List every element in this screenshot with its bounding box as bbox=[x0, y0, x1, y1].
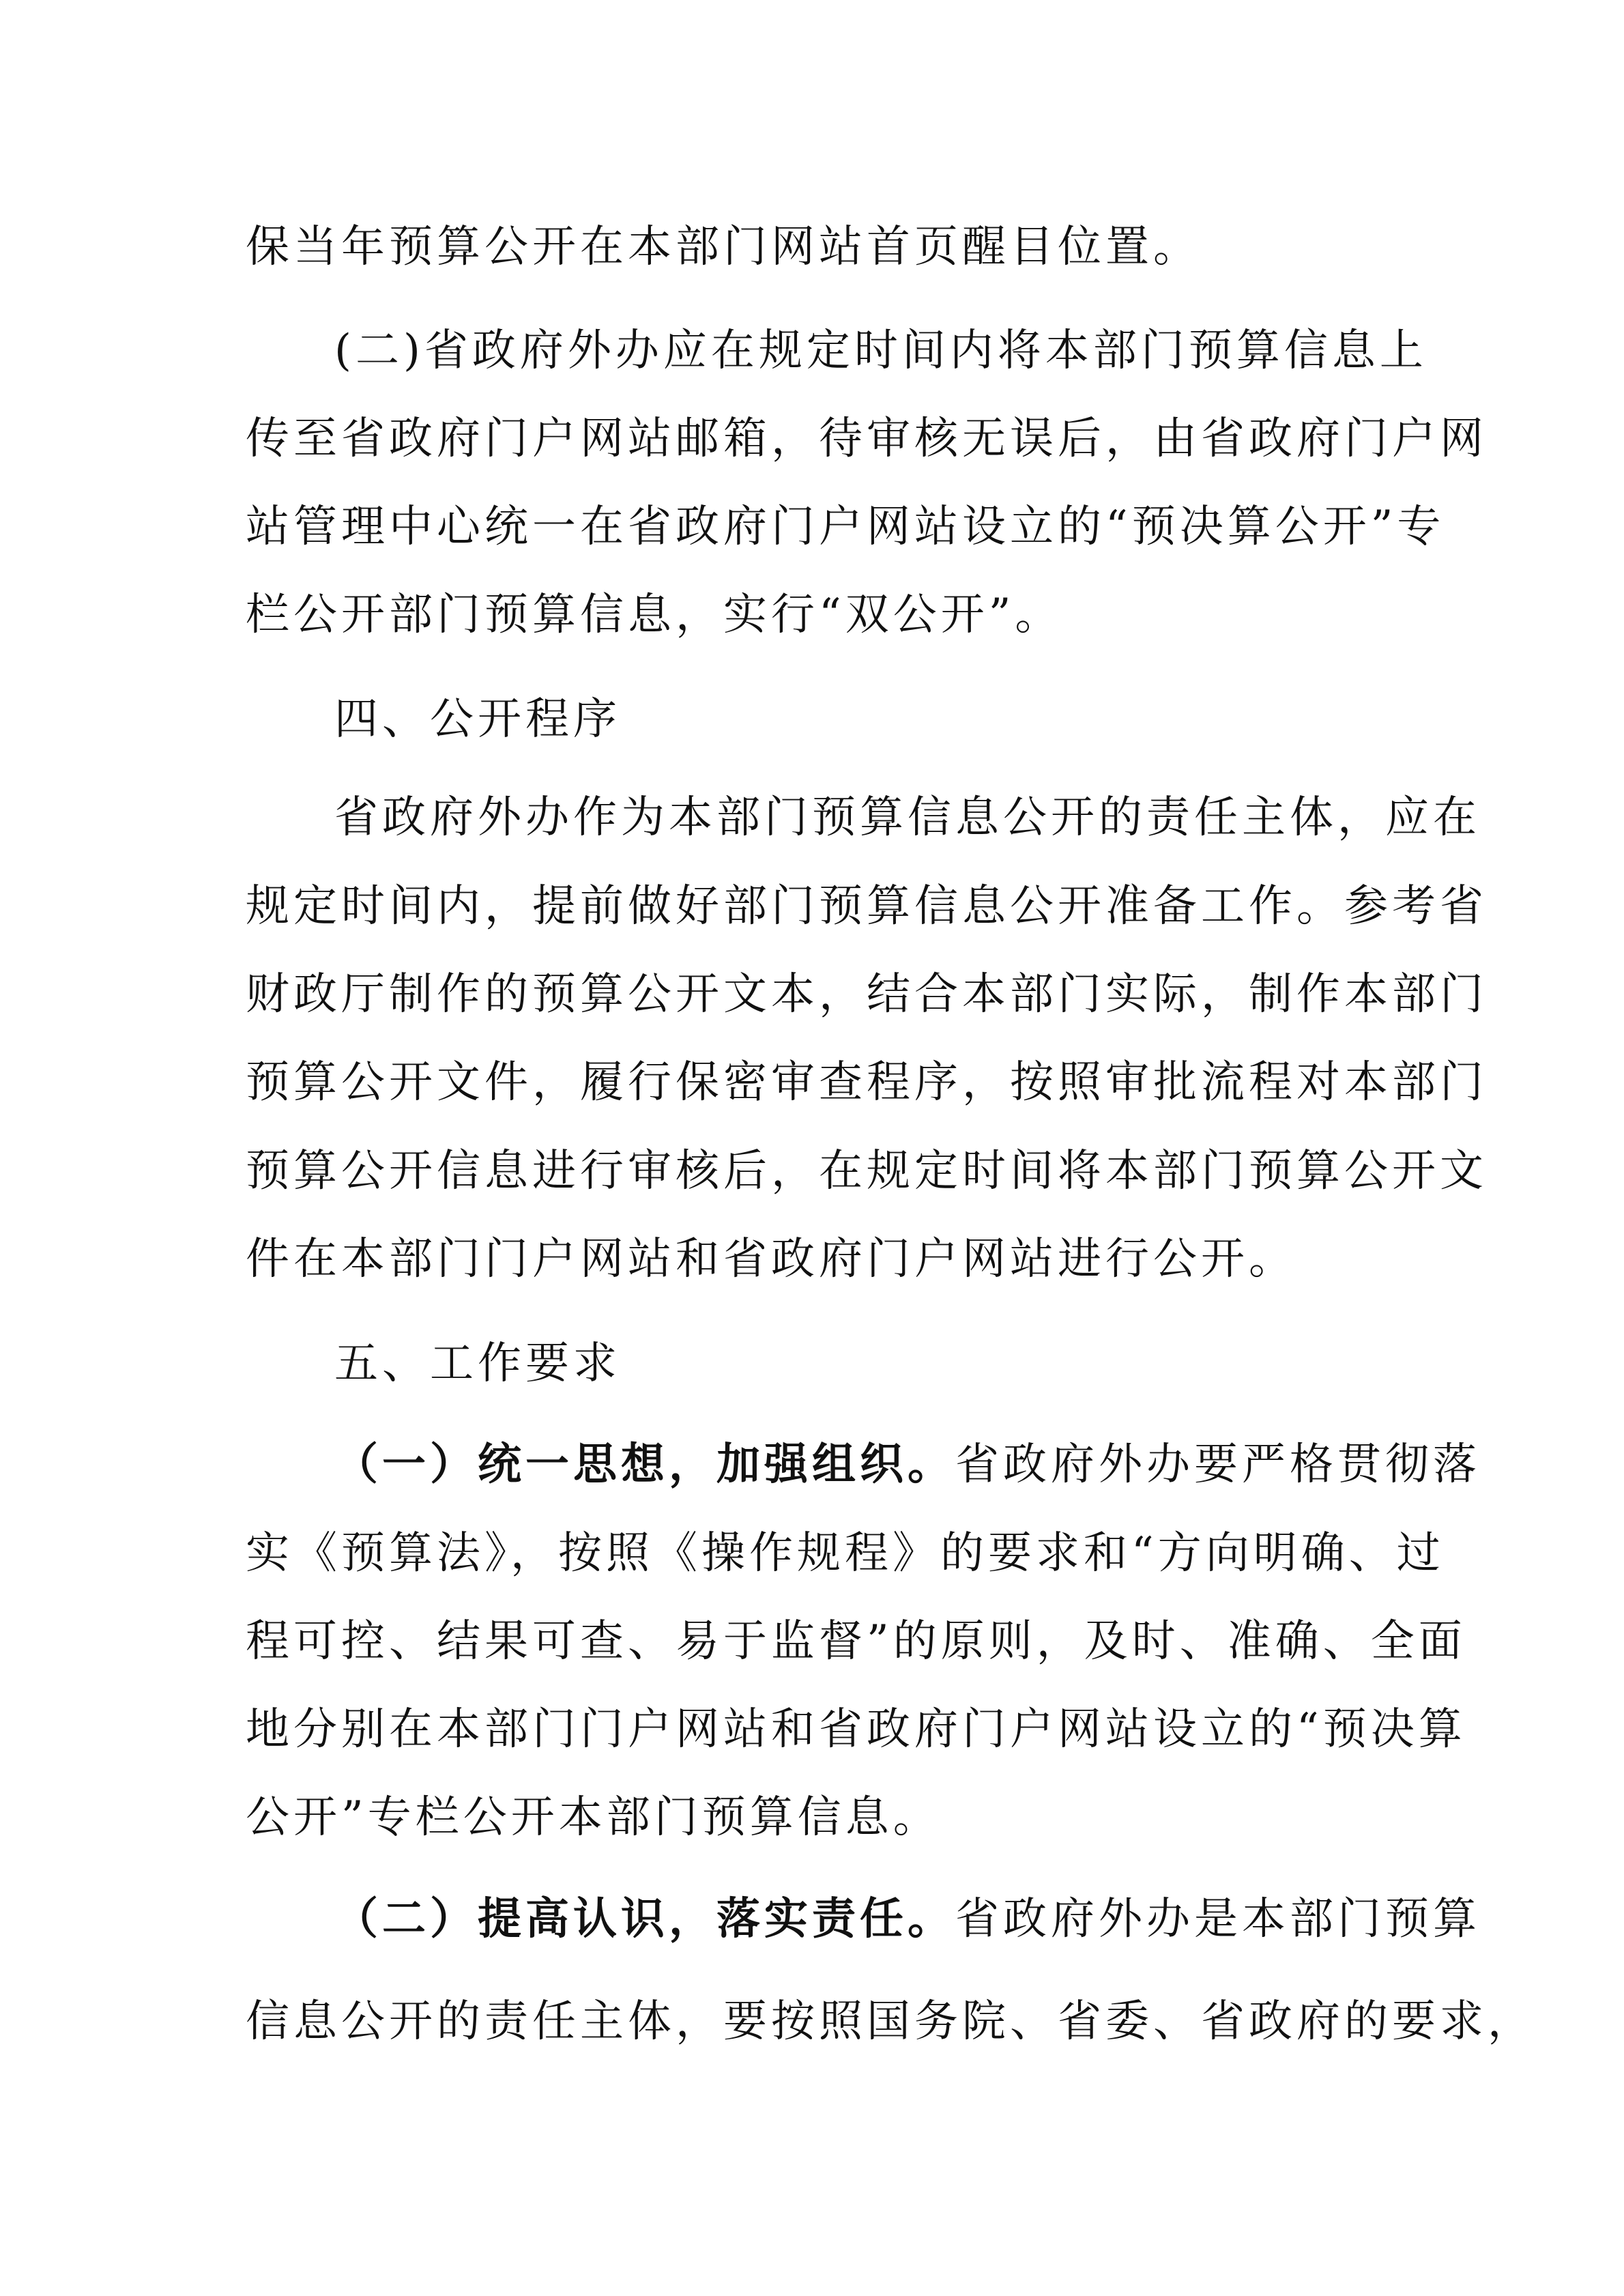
text-line: 信息公开的责任主体，要按照国务院、省委、省政府的要求， bbox=[246, 1996, 1535, 2047]
run-text: 省政府外办要严格贯彻落 bbox=[955, 1439, 1481, 1490]
run-heading: （二）提高认识，落实责任。 bbox=[334, 1893, 955, 1945]
text-line: 省政府外办作为本部门预算信息公开的责任主体，应在 bbox=[334, 792, 1481, 843]
text-line bbox=[334, 1893, 1481, 1945]
text-line: 保当年预算公开在本部门网站首页醒目位置。 bbox=[246, 222, 1201, 272]
text-line: 栏公开部门预算信息，实行“双公开”。 bbox=[246, 590, 1063, 640]
text-line: 传至省政府门户网站邮箱，待审核无误后，由省政府门户网 bbox=[246, 414, 1488, 464]
section-heading: 五、工作要求 bbox=[334, 1338, 621, 1389]
text-line: 预算公开信息进行审核后，在规定时间将本部门预算公开文 bbox=[246, 1146, 1488, 1196]
text-line: 实《预算法》，按照《操作规程》的要求和“方向明确、过 bbox=[246, 1528, 1445, 1579]
text-line: (二)省政府外办应在规定时间内将本部门预算信息上 bbox=[334, 326, 1427, 376]
text-line: 程可控、结果可查、易于监督”的原则，及时、准确、全面 bbox=[246, 1616, 1466, 1667]
text-line: 财政厅制作的预算公开文本，结合本部门实际，制作本部门 bbox=[246, 969, 1488, 1020]
text-line: 站管理中心统一在省政府门户网站设立的“预决算公开”专 bbox=[246, 502, 1445, 552]
text-line: 件在本部门门户网站和省政府门户网站进行公开。 bbox=[246, 1234, 1296, 1285]
section-heading: 四、公开程序 bbox=[334, 694, 621, 745]
text-line bbox=[334, 1439, 1481, 1490]
text-line: 公开”专栏公开本部门预算信息。 bbox=[246, 1792, 941, 1843]
text-line: 预算公开文件，履行保密审查程序，按照审批流程对本部门 bbox=[246, 1057, 1488, 1108]
text-line: 规定时间内，提前做好部门预算信息公开准备工作。参考省 bbox=[246, 881, 1488, 932]
run-heading: （一）统一思想，加强组织。 bbox=[334, 1439, 955, 1490]
text-line: 地分别在本部门门户网站和省政府门户网站设立的“预决算 bbox=[246, 1704, 1466, 1755]
run-text: 省政府外办是本部门预算 bbox=[955, 1894, 1481, 1945]
